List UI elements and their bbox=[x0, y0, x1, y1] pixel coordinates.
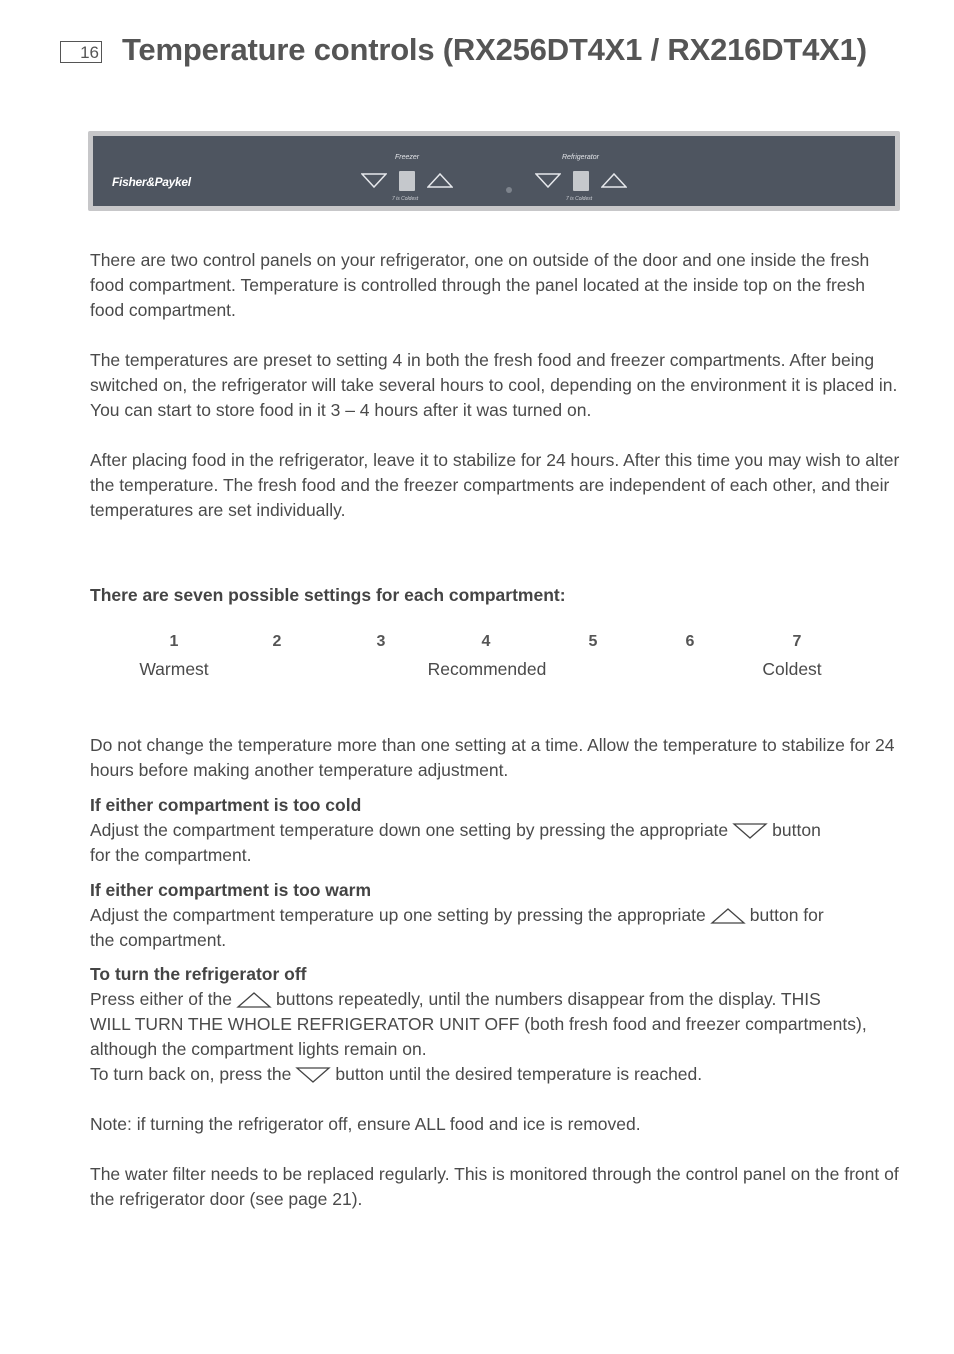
intro-paragraph-2: The temperatures are preset to setting 4 in both the fresh food and freezer compartments. After being switched on, the refrigerator will take several hours to cool, depending on the environment it is placed in. You can start to store food in it 3 – 4 hours after it was turned on. bbox=[90, 350, 898, 420]
freezer-display bbox=[399, 171, 415, 191]
page-number-box bbox=[60, 41, 102, 63]
turn-on-text-a: To turn back on, press the bbox=[90, 1064, 292, 1084]
turn-off-text-d: although the compartment lights remain on. bbox=[90, 1039, 427, 1059]
turn-off-text bbox=[90, 987, 900, 1087]
turn-on-text-b: button until the desired temperature is reached. bbox=[335, 1064, 703, 1084]
up-arrow-icon bbox=[236, 991, 272, 1009]
turn-off-text-a: Press either of the bbox=[90, 989, 233, 1009]
water-filter-paragraph: The water filter needs to be replaced regularly. This is monitored through the control panel on the front of the refrigerator door (see page 21). bbox=[90, 1164, 899, 1209]
too-warm-text-c: the compartment. bbox=[90, 930, 227, 950]
too-cold-text-c: for the compartment. bbox=[90, 845, 252, 865]
fridge-sub-label: 7 is Coldest bbox=[566, 196, 593, 202]
setting-number: 3 bbox=[376, 633, 386, 650]
too-cold-text-b: button bbox=[772, 820, 821, 840]
warmest-label: Warmest bbox=[139, 659, 209, 679]
page-title: Temperature controls (RX256DT4X1 / RX216DT4X1) bbox=[122, 32, 867, 67]
turn-off-text-b: buttons repeatedly, until the numbers disappear from the display. THIS bbox=[276, 989, 821, 1009]
control-panel bbox=[93, 136, 895, 206]
too-warm-text-b: button for bbox=[749, 905, 824, 925]
page-number: 16 bbox=[80, 43, 99, 62]
setting-number: 4 bbox=[481, 633, 491, 650]
down-arrow-icon bbox=[295, 1066, 331, 1084]
setting-number: 6 bbox=[685, 633, 695, 650]
too-cold-heading: If either compartment is too cold bbox=[90, 795, 362, 815]
note-paragraph: Note: if turning the refrigerator off, ensure ALL food and ice is removed. bbox=[90, 1114, 641, 1134]
down-arrow-icon bbox=[732, 822, 768, 840]
fridge-label: Refrigerator bbox=[562, 154, 599, 161]
brand-logo: Fisher&Paykel bbox=[112, 175, 191, 189]
too-cold-text-a: Adjust the compartment temperature down one setting by pressing the appropriate bbox=[90, 820, 729, 840]
indicator-light bbox=[506, 187, 512, 193]
too-warm-text-a: Adjust the compartment temperature up one setting by pressing the appropriate bbox=[90, 905, 706, 925]
fridge-display bbox=[573, 171, 589, 191]
intro-paragraph-1: There are two control panels on your refrigerator, one on outside of the door and one inside the fresh food compartment. Temperature is controlled through the panel located at the inside top on the fresh food compartment. bbox=[90, 250, 870, 320]
too-warm-heading: If either compartment is too warm bbox=[90, 880, 372, 900]
recommended-label: Recommended bbox=[427, 659, 547, 679]
intro-paragraph-3: After placing food in the refrigerator, leave it to stabilize for 24 hours. After this time you may wish to alter the temperature. The fresh food and the freezer compartments are independent of each other, and their temperatures are set individually. bbox=[90, 450, 900, 520]
coldest-label: Coldest bbox=[762, 659, 822, 679]
freezer-up-arrow-icon[interactable] bbox=[427, 173, 453, 188]
freezer-down-arrow-icon[interactable] bbox=[361, 173, 387, 188]
setting-number: 1 bbox=[169, 633, 179, 650]
settings-heading: There are seven possible settings for each compartment: bbox=[90, 585, 566, 605]
freezer-label: Freezer bbox=[395, 154, 420, 161]
up-arrow-icon bbox=[710, 907, 746, 925]
freezer-sub-label: 7 is Coldest bbox=[392, 196, 419, 202]
too-cold-text bbox=[90, 818, 900, 868]
turn-off-heading: To turn the refrigerator off bbox=[90, 964, 307, 984]
fridge-down-arrow-icon[interactable] bbox=[535, 173, 561, 188]
turn-off-text-c: WILL TURN THE WHOLE REFRIGERATOR UNIT OFF (both fresh food and freezer compartments), bbox=[90, 1014, 867, 1034]
fridge-up-arrow-icon[interactable] bbox=[601, 173, 627, 188]
setting-number: 5 bbox=[588, 633, 598, 650]
too-warm-text bbox=[90, 903, 900, 953]
change-paragraph: Do not change the temperature more than one setting at a time. Allow the temperature to stabilize for 24 hours before making another temperature adjustment. bbox=[90, 735, 895, 780]
setting-number: 7 bbox=[792, 633, 802, 650]
setting-number: 2 bbox=[272, 633, 282, 650]
